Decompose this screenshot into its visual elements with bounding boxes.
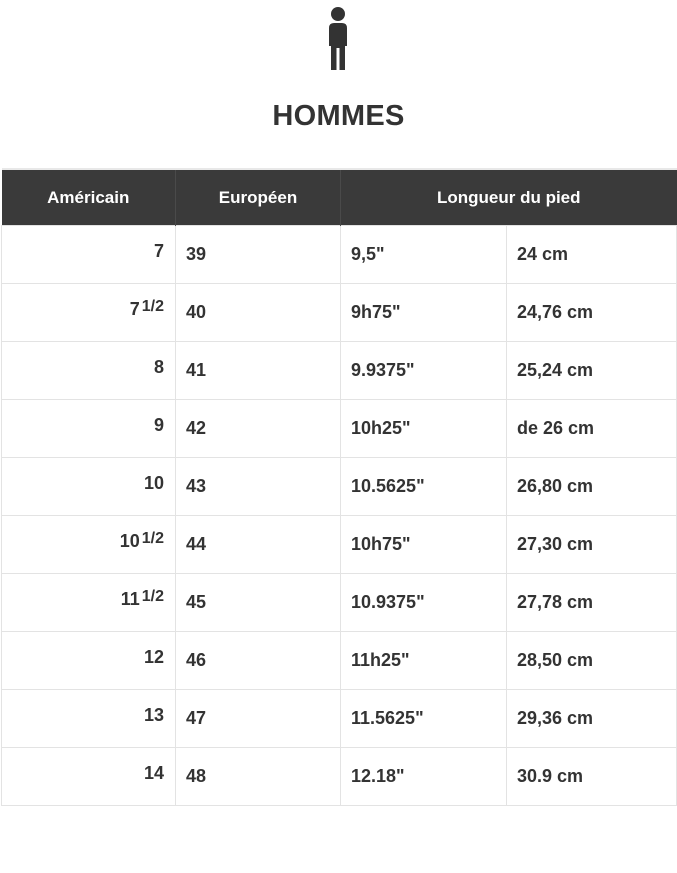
cell-american-size <box>2 516 176 574</box>
cell-european-size: 39 <box>176 226 341 284</box>
american-size-fraction: 1/2 <box>141 530 164 547</box>
cell-american-size <box>2 342 176 400</box>
cell-american-size <box>2 226 176 284</box>
cell-american-size <box>2 574 176 632</box>
american-size-fraction: 1/2 <box>141 298 164 315</box>
cell-european-size: 40 <box>176 284 341 342</box>
cell-foot-length-cm: 27,78 cm <box>507 574 677 632</box>
cell-foot-length-inches: 12.18" <box>341 748 507 806</box>
size-chart-table <box>1 168 677 806</box>
cell-european-size: 44 <box>176 516 341 574</box>
american-size-whole: 9 <box>153 415 164 435</box>
american-size-value <box>144 705 164 725</box>
cell-european-size: 46 <box>176 632 341 690</box>
column-header-european: Européen <box>176 169 341 226</box>
table-row <box>2 284 677 342</box>
american-size-value <box>154 415 164 435</box>
cell-foot-length-inches: 11h25" <box>341 632 507 690</box>
table-row <box>2 400 677 458</box>
table-row <box>2 748 677 806</box>
american-size-value <box>130 299 164 319</box>
cell-foot-length-cm: 26,80 cm <box>507 458 677 516</box>
cell-foot-length-cm: 24 cm <box>507 226 677 284</box>
table-header-row <box>2 169 677 226</box>
table-row <box>2 632 677 690</box>
american-size-whole: 10 <box>119 531 140 551</box>
table-row <box>2 574 677 632</box>
american-size-value <box>154 241 164 261</box>
cell-european-size: 48 <box>176 748 341 806</box>
cell-european-size: 43 <box>176 458 341 516</box>
american-size-whole: 14 <box>143 763 164 783</box>
american-size-whole: 12 <box>143 647 164 667</box>
cell-foot-length-inches: 10h75" <box>341 516 507 574</box>
american-size-fraction: 1/2 <box>141 588 164 605</box>
cell-european-size: 45 <box>176 574 341 632</box>
page-title: HOMMES <box>272 100 405 132</box>
cell-foot-length-inches: 9h75" <box>341 284 507 342</box>
cell-foot-length-inches: 10.9375" <box>341 574 507 632</box>
cell-american-size <box>2 632 176 690</box>
cell-american-size <box>2 690 176 748</box>
american-size-whole: 7 <box>153 241 164 261</box>
cell-foot-length-inches: 10h25" <box>341 400 507 458</box>
cell-american-size <box>2 284 176 342</box>
cell-foot-length-cm: 24,76 cm <box>507 284 677 342</box>
american-size-value <box>120 531 164 551</box>
american-size-value <box>144 763 164 783</box>
american-size-whole: 13 <box>143 705 164 725</box>
american-size-value <box>144 647 164 667</box>
cell-foot-length-inches: 9,5" <box>341 226 507 284</box>
american-size-value <box>144 473 164 493</box>
size-rows <box>2 226 677 806</box>
cell-foot-length-cm: 27,30 cm <box>507 516 677 574</box>
cell-foot-length-inches: 9.9375" <box>341 342 507 400</box>
cell-foot-length-cm: 25,24 cm <box>507 342 677 400</box>
cell-foot-length-cm: 30.9 cm <box>507 748 677 806</box>
column-header-foot-length: Longueur du pied <box>341 169 677 226</box>
cell-european-size: 41 <box>176 342 341 400</box>
cell-american-size <box>2 748 176 806</box>
cell-american-size <box>2 458 176 516</box>
cell-foot-length-inches: 10.5625" <box>341 458 507 516</box>
table-row <box>2 690 677 748</box>
american-size-whole: 7 <box>129 299 140 319</box>
person-icon <box>324 6 352 72</box>
american-size-value <box>121 589 164 609</box>
column-header-american: Américain <box>2 169 176 226</box>
cell-foot-length-cm: 29,36 cm <box>507 690 677 748</box>
american-size-whole: 11 <box>120 589 140 609</box>
cell-foot-length-cm: 28,50 cm <box>507 632 677 690</box>
table-row <box>2 226 677 284</box>
table-row <box>2 516 677 574</box>
cell-foot-length-inches: 11.5625" <box>341 690 507 748</box>
cell-american-size <box>2 400 176 458</box>
american-size-whole: 8 <box>153 357 164 377</box>
cell-european-size: 42 <box>176 400 341 458</box>
american-size-value <box>154 357 164 377</box>
cell-foot-length-cm: de 26 cm <box>507 400 677 458</box>
table-row <box>2 342 677 400</box>
cell-european-size: 47 <box>176 690 341 748</box>
american-size-whole: 10 <box>143 473 164 493</box>
table-row <box>2 458 677 516</box>
